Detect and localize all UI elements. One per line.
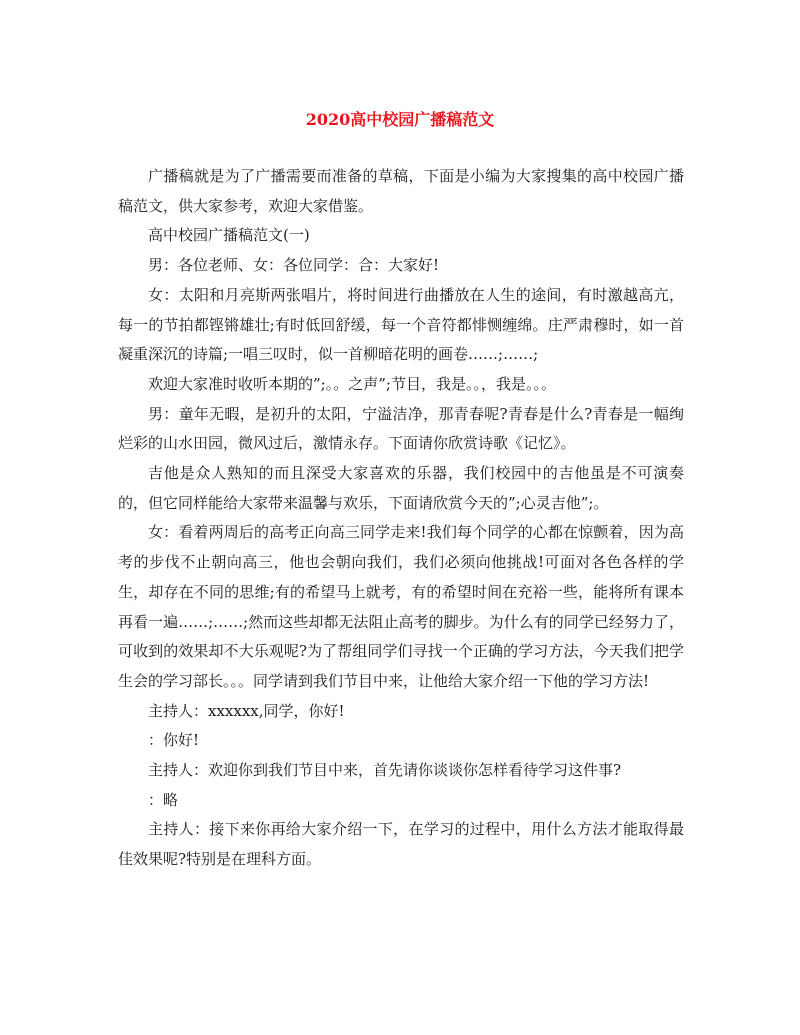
paragraph: 女：太阳和月亮斯两张唱片，将时间进行曲播放在人生的途间，有时激越高亢，每一的节拍都铿锵雄壮;有时低回舒缓，每一个音符都悱恻缠绵。庄严肃穆时，如一首凝重深沉的诗篇;一唱三叹时，似一首柳暗花明的画卷……;……; — [118, 285, 684, 364]
paragraph: 吉他是众人熟知的而且深受大家喜欢的乐器，我们校园中的吉他虽是不可演奏的，但它同样能给大家带来温馨与欢乐，下面请欣赏今天的”;心灵吉他”;。 — [118, 464, 684, 512]
paragraph: 主持人：欢迎你到我们节目中来，首先请你谈谈你怎样看待学习这件事? — [148, 761, 622, 780]
paragraph: 高中校园广播稿范文(一) — [148, 226, 310, 245]
paragraph: 主持人：接下来你再给大家介绍一下，在学习的过程中，用什么方法才能取得最佳效果呢?特别是在理科方面。 — [118, 820, 684, 869]
paragraph: 女：看着两周后的高考正向高三同学走来!我们每个同学的心都在惊颤着，因为高考的步伐不止朝向高三，他也会朝向我们，我们必须向他挑战!可面对各色各样的学生，却存在不同的思维;有的希望马上就考，有的希望时间在充裕一些，能将所有课本再看一遍……;……;然而这些却都无法阻止高考的脚步。为什么有的同学已经努力了，可收到的效果却不大乐观呢?为了帮组同学们寻找一个正确的学习方法，今天我们把学生会的学习部长。。。同学请到我们节目中来，让他给大家介绍一下他的学习方法! — [118, 523, 684, 690]
document-body — [118, 162, 684, 875]
paragraph: 男：童年无暇，是初升的太阳，宁溢洁净，那青春呢?青春是什么?青春是一幅绚烂彩的山水田园，微风过后，激情永存。下面请你欣赏诗歌《记忆》。 — [118, 404, 684, 453]
paragraph: 欢迎大家准时收听本期的”;。。之声”;节目，我是。。，我是。。。 — [148, 374, 556, 393]
paragraph: 男：各位老师、女：各位同学：合：大家好! — [148, 256, 440, 275]
paragraph: ：略 — [148, 790, 179, 809]
paragraph: ：你好! — [148, 731, 200, 750]
paragraph: 广播稿就是为了广播需要而准备的草稿，下面是小编为大家搜集的高中校园广播稿范文，供大家参考，欢迎大家借鉴。 — [118, 167, 684, 215]
paragraph: 主持人：xxxxxx,同学，你好! — [148, 701, 345, 720]
document-title: 2020高中校园广播稿范文 — [305, 110, 495, 129]
